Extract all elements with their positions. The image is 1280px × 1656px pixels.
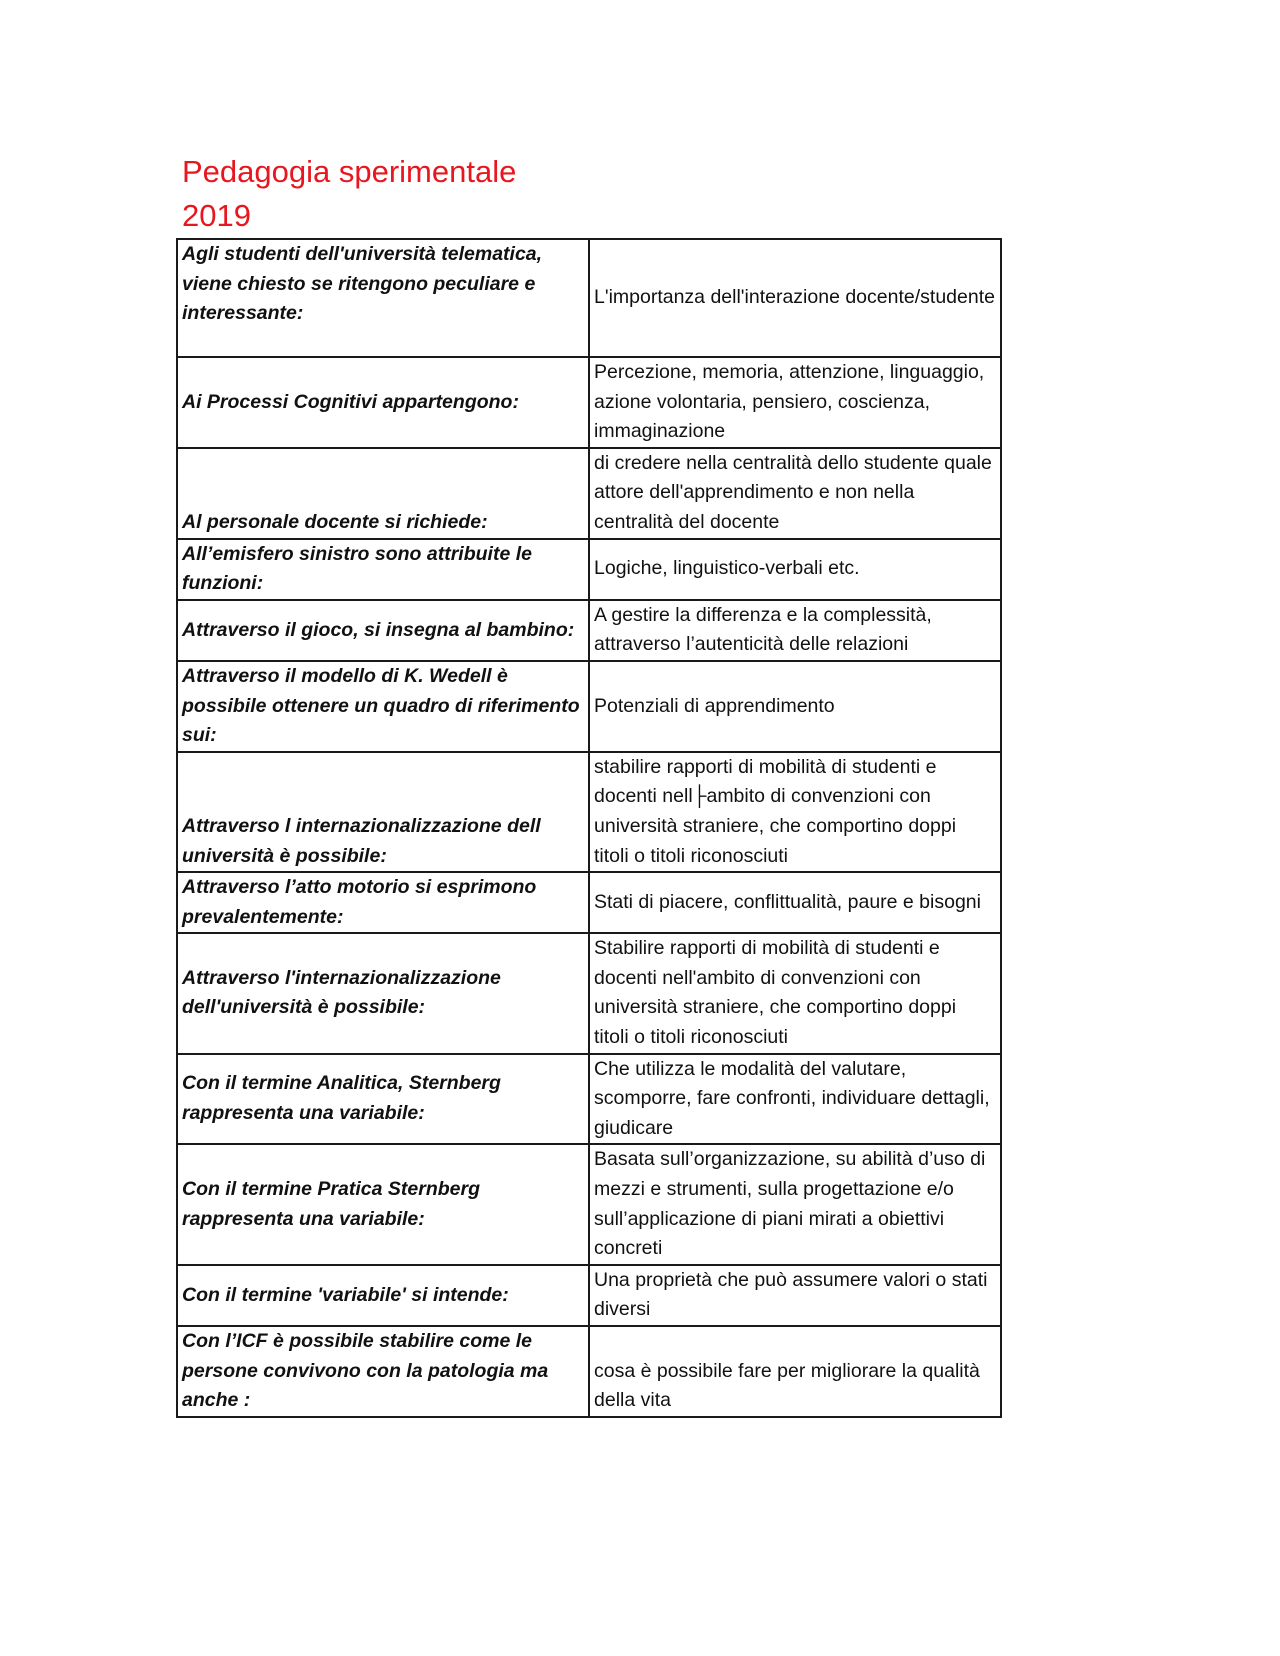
answer-cell: di credere nella centralità dello studente quale attore dell'apprendimento e non nella centralità del docente [589, 448, 1001, 539]
table-row [177, 1054, 1001, 1145]
question-cell: All’emisfero sinistro sono attribuite le funzioni: [177, 539, 589, 600]
table-row [177, 1144, 1001, 1264]
answer-cell: cosa è possibile fare per migliorare la qualità della vita [589, 1326, 1001, 1417]
answer-cell: Potenziali di apprendimento [589, 661, 1001, 752]
table-row [177, 1326, 1001, 1417]
question-cell: Attraverso l’atto motorio si esprimono prevalentemente: [177, 872, 589, 933]
table-row [177, 357, 1001, 448]
table-row [177, 661, 1001, 752]
title-line-subject: Pedagogia sperimentale [182, 154, 517, 189]
qa-table [176, 238, 1002, 1418]
question-cell: Ai Processi Cognitivi appartengono: [177, 357, 589, 448]
question-cell: Agli studenti dell'università telematica, viene chiesto se ritengono peculiare e interessante: [177, 239, 589, 357]
answer-cell: Che utilizza le modalità del valutare, scomporre, fare confronti, individuare dettagli, giudicare [589, 1054, 1001, 1145]
answer-cell: A gestire la differenza e la complessità, attraverso l’autenticità delle relazioni [589, 600, 1001, 661]
answer-cell: Logiche, linguistico-verbali etc. [589, 539, 1001, 600]
question-cell: Attraverso l'internazionalizzazione dell'università è possibile: [177, 933, 589, 1053]
question-cell: Attraverso l internazionalizzazione dell università è possibile: [177, 752, 589, 872]
answer-cell: Percezione, memoria, attenzione, linguaggio, azione volontaria, pensiero, coscienza, immaginazione [589, 357, 1001, 448]
answer-cell: stabilire rapporti di mobilità di studenti e docenti nell├ambito di convenzioni con università straniere, che comportino doppi titoli o titoli riconosciuti [589, 752, 1001, 872]
question-cell: Con il termine 'variabile' si intende: [177, 1265, 589, 1326]
answer-cell: L'importanza dell'interazione docente/studente [589, 239, 1001, 357]
question-cell: Con il termine Analitica, Sternberg rappresenta una variabile: [177, 1054, 589, 1145]
question-cell: Attraverso il modello di K. Wedell è possibile ottenere un quadro di riferimento sui: [177, 661, 589, 752]
table-row [177, 239, 1001, 357]
question-cell: Con il termine Pratica Sternberg rappresenta una variabile: [177, 1144, 589, 1264]
table-row [177, 448, 1001, 539]
table-row [177, 872, 1001, 933]
answer-cell: Basata sull’organizzazione, su abilità d’uso di mezzi e strumenti, sulla progettazione e/o sull’applicazione di piani mirati a obiettivi concreti [589, 1144, 1001, 1264]
table-row [177, 752, 1001, 872]
page-title [182, 150, 516, 238]
question-cell: Al personale docente si richiede: [177, 448, 589, 539]
table-row [177, 1265, 1001, 1326]
question-cell: Attraverso il gioco, si insegna al bambino: [177, 600, 589, 661]
title-line-year: 2019 [182, 198, 251, 233]
question-cell: Con l’ICF è possibile stabilire come le persone convivono con la patologia ma anche : [177, 1326, 589, 1417]
table-row [177, 539, 1001, 600]
answer-cell: Una proprietà che può assumere valori o stati diversi [589, 1265, 1001, 1326]
answer-cell: Stabilire rapporti di mobilità di studenti e docenti nell'ambito di convenzioni con università straniere, che comportino doppi titoli o titoli riconosciuti [589, 933, 1001, 1053]
table-row [177, 600, 1001, 661]
answer-cell: Stati di piacere, conflittualità, paure e bisogni [589, 872, 1001, 933]
table-row [177, 933, 1001, 1053]
